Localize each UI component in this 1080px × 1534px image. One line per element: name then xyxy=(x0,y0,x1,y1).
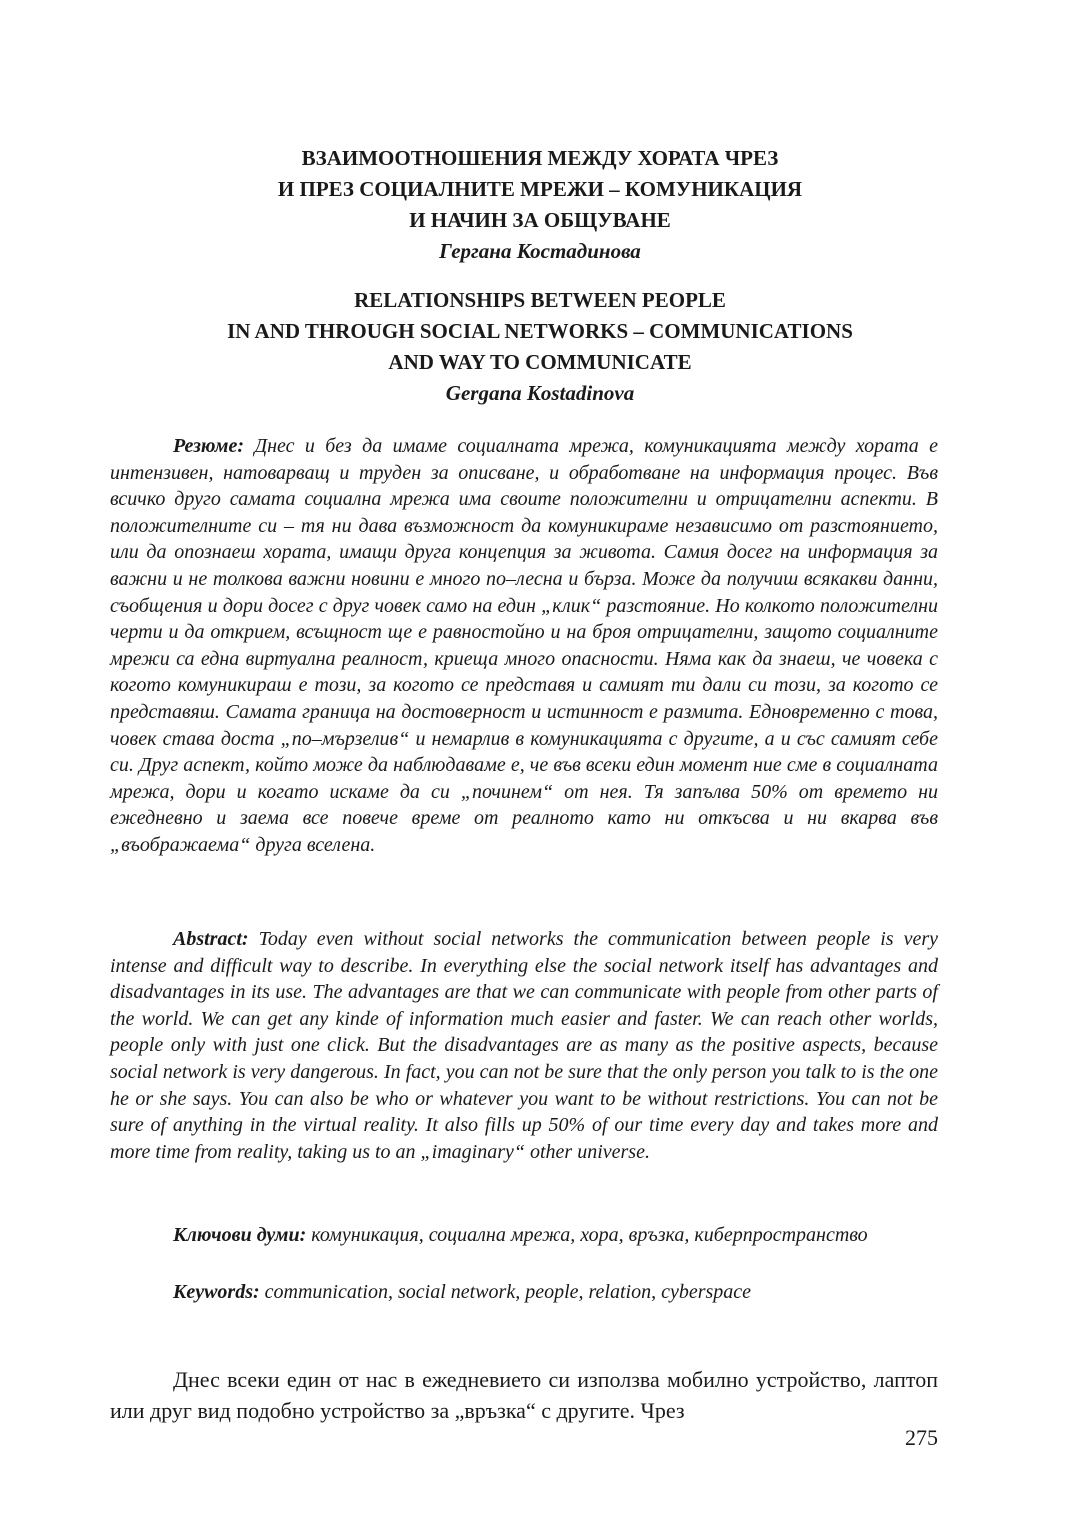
author-english: Gergana Kostadinova xyxy=(445,381,635,405)
title-bg-line-2: И ПРЕЗ СОЦИАЛНИТЕ МРЕЖИ – КОМУНИКАЦИЯ xyxy=(277,177,803,201)
resume-text: Днес и без да имаме социалната мрежа, комуникацията между хората е интензивен, натоварващ и труден за описване, и обработване на информация процес. Във всичко друго самата социална мрежа има своите положителни и отрицателни аспекти. В положителните си – тя ни дава възможност да комуникираме независимо от разстоянието, или да опознаеш хората, имащи друга концепция за живота. Самия досег на информация за важни и не толкова важни новини е много по–лесна и бърза. Може да получиш всякакви данни, съобщения и дори досег с друг човек само на един „клик“ разстояние. Но колкото положителни черти и да открием, всъщност ще е равностойно и на броя отрицателни, защото социалните мрежи са една виртуална реалност, криеща много опасности. Няма как да знаеш, че човека с когото комуникираш е този, за когото се представя и самият ти дали си този, за когото се представяш. Самата граница на достоверност и истинност е размита. Едновременно с това, човек става доста „по–мързелив“ и немарлив в комуникацията с другите, а и със самият себе си. Друг аспект, който може да наблюдаваме е, че във всеки един момент ние сме в социалната мрежа, дори и когато искаме да си „починем“ от нея. Тя запълва 50% от времето ни ежедневно и заема все повече време от реалното като ни откъсва и ни вкарва във „въображаема“ друга вселена. xyxy=(110,435,939,856)
resume-label: Резюме: xyxy=(173,435,244,457)
author-bulgarian: Гергана Костадинова xyxy=(439,239,641,263)
keywords-bg-label: Ключови думи: xyxy=(173,1224,307,1246)
abstract-label: Abstract: xyxy=(173,928,249,950)
title-en-line-1: RELATIONSHIPS BETWEEN PEOPLE xyxy=(354,288,726,312)
title-bg-line-1: ВЗАИМООТНОШЕНИЯ МЕЖДУ ХОРАТА ЧРЕЗ xyxy=(301,146,779,170)
title-english xyxy=(100,285,980,409)
title-en-line-2: IN AND THROUGH SOCIAL NETWORKS – COMMUNICATIONS xyxy=(227,319,853,343)
keywords-english xyxy=(110,1279,938,1306)
abstract-text: Today even without social networks the communication between people is very intense and difficult way to describe. In everything else the social network itself has advantages and disadvantages in its use. The advantages are that we can communicate with people from other parts of the world. We can get any kinde of information much easier and faster. We can reach other worlds, people only with just one click. But the disadvantages are as many as the positive aspects, because social network is very dangerous. In fact, you can not be sure that the only person you talk to is the one he or she says. You can also be who or whatever you want to be without restrictions. You can not be sure of anything in the virtual reality. It also fills up 50% of our time every day and takes more and more time from reality, taking us to an „imaginary“ other universe. xyxy=(110,928,938,1163)
keywords-bulgarian xyxy=(110,1222,938,1249)
title-bg-line-3: И НАЧИН ЗА ОБЩУВАНЕ xyxy=(409,208,671,232)
resume-paragraph xyxy=(110,433,938,859)
body-paragraph: Днес всеки един от нас в ежедневието си използва мобилно устройство, лаптоп или друг вид подобно устройство за „връзка“ с другите. Чрез xyxy=(110,1367,938,1423)
page-number: 275 xyxy=(905,1425,938,1450)
keywords-en-text: communication, social network, people, relation, cyberspace xyxy=(264,1281,752,1303)
title-bulgarian xyxy=(100,143,980,267)
abstract-paragraph xyxy=(110,926,938,1165)
keywords-en-label: Keywords: xyxy=(173,1281,260,1303)
title-en-line-3: AND WAY TO COMMUNICATE xyxy=(388,350,692,374)
keywords-bg-text: комуникация, социална мрежа, хора, връзка, киберпространство xyxy=(311,1224,868,1246)
